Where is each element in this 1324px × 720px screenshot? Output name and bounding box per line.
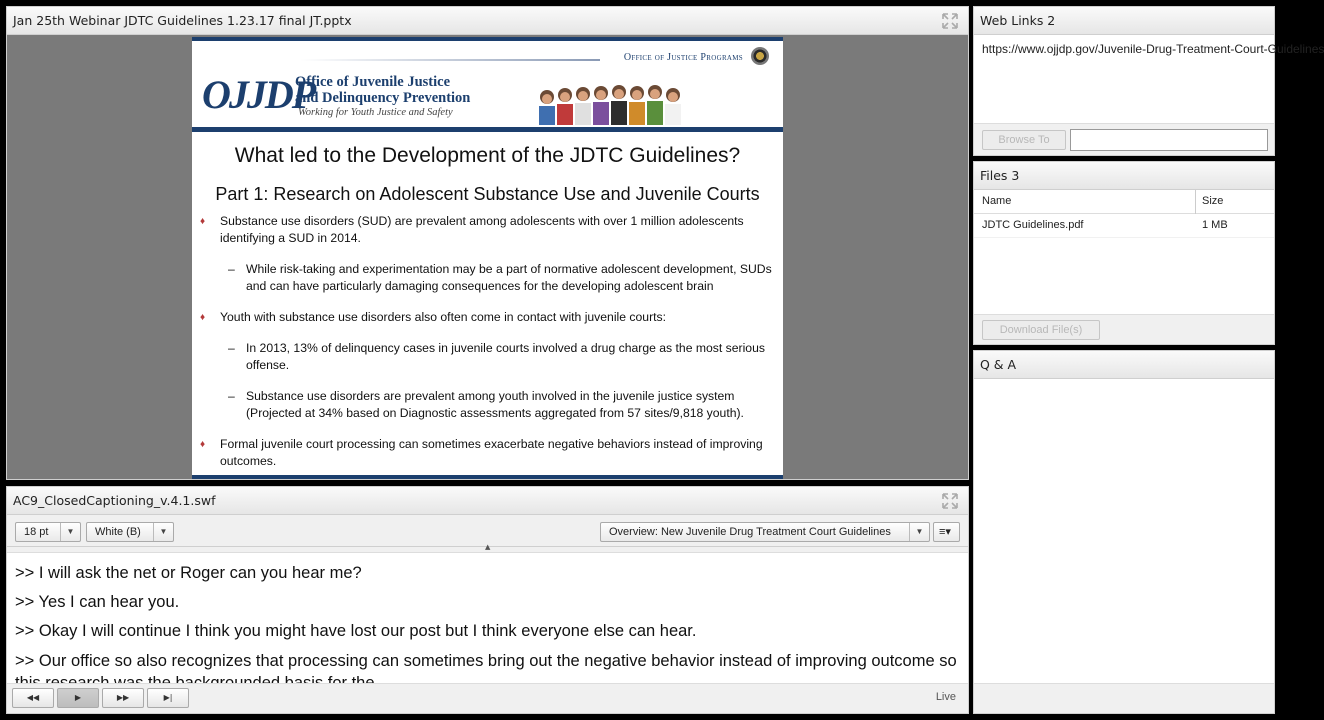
captions-pod-title: AC9_ClosedCaptioning_v.4.1.swf: [13, 493, 216, 508]
share-pod-title: Jan 25th Webinar JDTC Guidelines 1.23.17 final JT.pptx: [13, 13, 352, 28]
color-dropdown[interactable]: [86, 522, 174, 542]
color-value: White (B): [95, 526, 141, 538]
files-toolbar: [974, 314, 1274, 344]
chevron-down-icon: ▼: [909, 523, 929, 541]
chevron-down-icon: ▼: [60, 523, 80, 541]
rewind-icon: ◀◀: [26, 693, 40, 702]
weblinks-pod: [973, 6, 1324, 156]
maximize-icon[interactable]: [942, 13, 958, 29]
office-name: [295, 74, 470, 106]
captions-pod: [6, 486, 969, 714]
slide-subbullet: – In 2013, 13% of delinquency cases in juvenile courts involved a drug charge as the most serious offense.: [200, 340, 775, 374]
qa-pod: [973, 350, 1275, 714]
column-separator[interactable]: [1195, 190, 1196, 214]
font-size-value: 18 pt: [24, 526, 49, 538]
qa-pod-title: Q & A: [980, 357, 1017, 372]
skip-end-button[interactable]: [147, 688, 189, 708]
file-row[interactable]: [974, 214, 1274, 238]
doj-seal-icon: [751, 47, 769, 65]
office-name-line2: and Delinquency Prevention: [295, 90, 471, 106]
caption-line: >> Okay I will continue I think you might have lost our post but I think everyone else can hear.: [15, 622, 697, 640]
office-tagline: Working for Youth Justice and Safety: [298, 107, 453, 118]
web-link-item[interactable]: https://www.ojjdp.gov/Juvenile-Drug-Treatment-Court-Guidelines: [982, 42, 1324, 56]
share-pod: [6, 6, 969, 480]
caption-line: >> I will ask the net or Roger can you hear me?: [15, 564, 362, 582]
files-pod-title: Files 3: [980, 168, 1020, 183]
skip-end-icon: ▶|: [163, 693, 173, 702]
youth-group-photo: [537, 79, 692, 125]
play-button[interactable]: [57, 688, 99, 708]
download-files-button[interactable]: Download File(s): [982, 320, 1100, 340]
captions-divider[interactable]: [7, 543, 968, 553]
caption-line: >> Yes I can hear you.: [15, 593, 180, 611]
weblinks-pod-title: Web Links 2: [980, 13, 1056, 28]
rewind-start-button[interactable]: [12, 688, 54, 708]
fast-forward-button[interactable]: [102, 688, 144, 708]
slide-title: What led to the Development of the JDTC Guidelines?: [234, 144, 741, 167]
ojjdp-logo: OJJDP: [202, 72, 315, 117]
web-link-input[interactable]: [1070, 129, 1268, 151]
play-icon: ▶: [74, 693, 82, 702]
slide-bullet: ♦ Substance use disorders (SUD) are prevalent among adolescents with over 1 million adolescents identifying a SUD in 2014.: [200, 213, 775, 247]
collapse-arrow-icon: ▲: [485, 543, 491, 551]
slide-subtitle: Part 1: Research on Adolescent Substance Use and Juvenile Courts: [215, 184, 760, 204]
share-stage: [7, 35, 968, 479]
banner-line: [300, 59, 600, 61]
menu-icon: ≡▾: [939, 526, 951, 538]
name-column-header[interactable]: Name: [982, 195, 1012, 207]
file-name: JDTC Guidelines.pdf: [982, 219, 1084, 231]
captions-pod-header: [7, 487, 968, 515]
maximize-icon[interactable]: [942, 493, 958, 509]
files-pod: [973, 161, 1275, 345]
qa-pod-header: [974, 351, 1274, 379]
options-menu-button[interactable]: [933, 522, 960, 542]
file-size: 1 MB: [1202, 219, 1228, 231]
slide-banner: [192, 41, 783, 127]
slide-subbullet: – Substance use disorders are prevalent among youth involved in the juvenile justice system (Projected at 34% based on Diagnostic assessments aggregated from 57 sites/9,818 youth).: [200, 388, 775, 422]
caption-transcript[interactable]: [7, 559, 968, 684]
presentation-slide: [192, 37, 783, 479]
stream-dropdown[interactable]: [600, 522, 930, 542]
slide-divider: [192, 127, 783, 132]
stream-value: Overview: New Juvenile Drug Treatment Court Guidelines: [609, 526, 891, 538]
office-name-line1: Office of Juvenile Justice: [295, 74, 451, 90]
ojp-label: Office of Justice Programs: [623, 52, 743, 63]
slide-subbullet: – While risk-taking and experimentation may be a part of normative adolescent development, SUDs and can have particularly damaging consequences for the developing adolescent brain: [200, 261, 775, 295]
font-size-dropdown[interactable]: [15, 522, 81, 542]
weblinks-toolbar: [974, 123, 1274, 155]
captions-controls: [7, 683, 968, 713]
fast-forward-icon: ▶▶: [116, 693, 130, 702]
slide-bullet: ♦ Youth with substance use disorders also often come in contact with juvenile courts:: [200, 309, 775, 326]
files-table-header: [974, 190, 1274, 214]
qa-footer: [974, 683, 1274, 713]
caption-line: >> Our office so also recognizes that processing can sometimes bring out the negative behavior instead of improving outcome so: [15, 652, 957, 670]
weblinks-pod-header: [974, 7, 1274, 35]
files-pod-header: [974, 162, 1274, 190]
slide-bottom-bar: [192, 475, 783, 479]
chevron-down-icon: ▼: [153, 523, 173, 541]
slide-bullet: ♦ Formal juvenile court processing can sometimes exacerbate negative behaviors instead of improving outcomes.: [200, 436, 775, 470]
live-indicator[interactable]: Live: [935, 691, 956, 703]
slide-body: [192, 144, 783, 470]
share-pod-header: [7, 7, 968, 35]
size-column-header[interactable]: Size: [1202, 195, 1224, 207]
browse-to-button[interactable]: Browse To: [982, 130, 1066, 150]
